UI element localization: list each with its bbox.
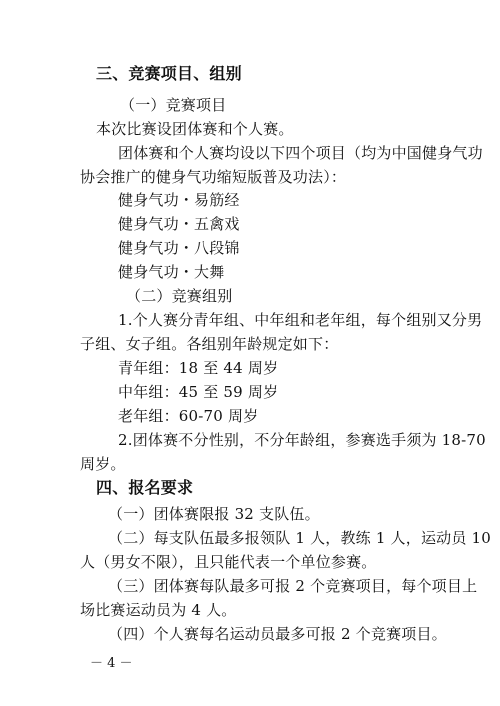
paragraph-line: 周岁。 [80, 455, 126, 473]
section-4-heading: 四、报名要求 [96, 478, 194, 497]
requirement-item: （四）个人赛每名运动员最多可报 2 个竞赛项目。 [108, 625, 447, 643]
age-group-item: 青年组：18 至 44 周岁 [118, 359, 279, 377]
requirement-item: （三）团体赛每队最多可报 2 个竞赛项目，每个项目上 [108, 577, 478, 595]
requirement-item: （一）团体赛限报 32 支队伍。 [108, 505, 320, 523]
subsection-1-title: （一）竞赛项目 [120, 96, 227, 114]
paragraph-line: 1.个人赛分青年组、中年组和老年组，每个组别又分男 [118, 311, 483, 329]
requirement-item: 场比赛运动员为 4 人。 [80, 601, 237, 619]
requirement-item: 人（男女不限），且只能代表一个单位参赛。 [80, 553, 377, 571]
list-item: 健身气功・大舞 [118, 263, 225, 281]
paragraph-line: 协会推广的健身气功缩短版普及功法）： [80, 168, 347, 186]
subsection-2-title: （二）竞赛组别 [126, 287, 233, 305]
paragraph-line: 团体赛和个人赛均设以下四个项目（均为中国健身气功 [118, 144, 483, 162]
list-item: 健身气功・五禽戏 [118, 215, 240, 233]
paragraph-line: 子组、女子组。各组别年龄规定如下： [80, 335, 339, 353]
page-number: － 4 － [90, 656, 133, 671]
section-3-heading: 三、竞赛项目、组别 [96, 64, 242, 83]
requirement-item: （二）每支队伍最多报领队 1 人，教练 1 人，运动员 10 [108, 529, 492, 547]
list-item: 健身气功・易筋经 [118, 191, 240, 209]
age-group-item: 老年组：60-70 周岁 [118, 407, 259, 425]
paragraph-line: 本次比赛设团体赛和个人赛。 [96, 120, 294, 138]
paragraph-line: 2.团体赛不分性别，不分年龄组，参赛选手须为 18-70 [118, 431, 486, 449]
age-group-item: 中年组：45 至 59 周岁 [118, 383, 279, 401]
list-item: 健身气功・八段锦 [118, 239, 240, 257]
